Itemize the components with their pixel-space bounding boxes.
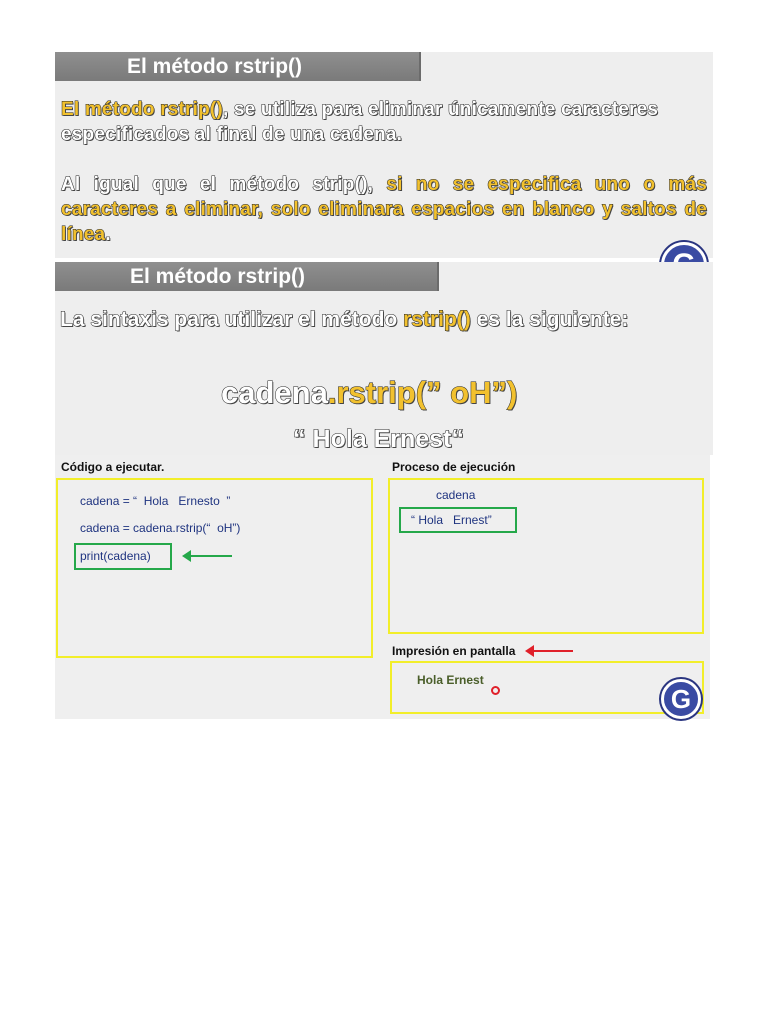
whitespace-highlight: si no se especifica uno o más caracteres a eliminar, solo eliminara espacios en blanco y saltos de línea	[61, 174, 708, 245]
formula-variable: cadena	[221, 375, 328, 410]
definition-paragraph	[61, 97, 707, 147]
slide-definition	[55, 52, 713, 258]
output-box	[390, 661, 704, 714]
definition-text: , se utiliza para eliminar únicamente caracteres especificados al final de una cadena.	[61, 99, 659, 145]
syntax-intro-after: es la siguiente:	[470, 308, 629, 331]
highlight-method-name: El método rstrip()	[61, 99, 223, 120]
syntax-intro-before: La sintaxis para utilizar el método	[60, 308, 404, 331]
red-arrow-icon	[527, 650, 573, 652]
code-label: Código a ejecutar.	[61, 460, 165, 474]
slide-execution	[55, 455, 710, 719]
whitespace-intro: Al igual que el método strip(),	[61, 174, 387, 195]
code-line: cadena = cadena.rstrip(“ oH”)	[80, 521, 241, 535]
syntax-formula	[221, 375, 517, 411]
syntax-example: “ Hola Ernest“	[293, 425, 464, 453]
code-line: print(cadena)	[80, 549, 151, 563]
slide-title: El método rstrip()	[55, 52, 421, 81]
slide-syntax	[55, 262, 713, 455]
syntax-intro-highlight: rstrip()	[403, 308, 471, 331]
output-label: Impresión en pantalla	[392, 644, 516, 658]
brand-logo-icon: G	[661, 679, 701, 719]
slide-title: El método rstrip()	[55, 262, 439, 291]
whitespace-paragraph	[61, 172, 707, 247]
variable-name: cadena	[436, 488, 476, 502]
green-arrow-icon	[184, 555, 232, 557]
code-box	[56, 478, 373, 658]
variable-value: “ Hola Ernest”	[399, 507, 517, 533]
cursor-marker-icon	[491, 686, 500, 695]
formula-method: .rstrip(” oH”)	[327, 375, 518, 410]
whitespace-end: .	[105, 224, 111, 245]
code-line: cadena = “ Hola Ernesto ”	[80, 494, 231, 508]
output-text: Hola Ernest	[417, 673, 484, 687]
process-label: Proceso de ejecución	[392, 460, 516, 474]
syntax-intro	[60, 308, 628, 332]
